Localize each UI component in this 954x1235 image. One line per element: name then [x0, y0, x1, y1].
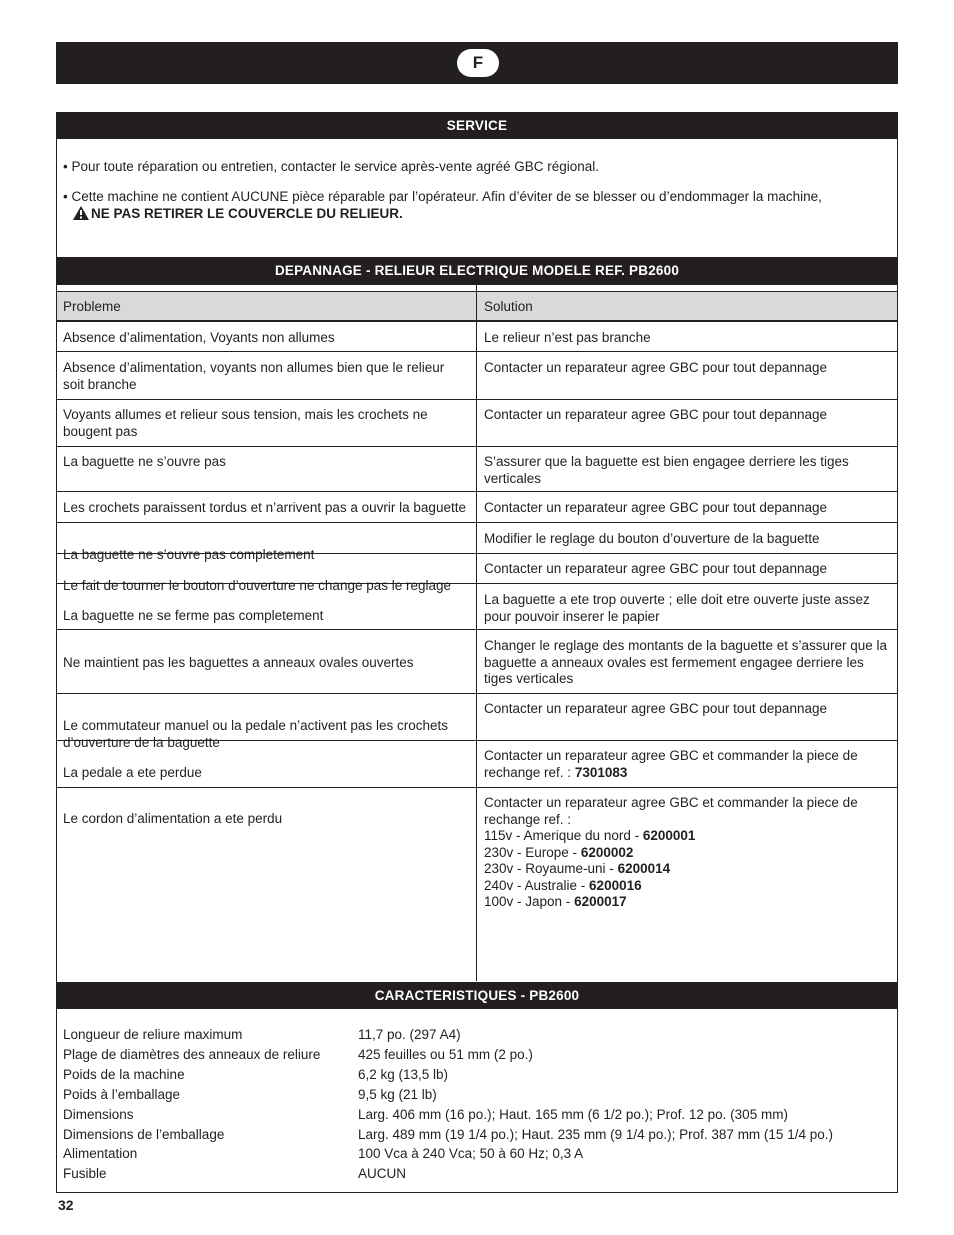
table-row-divider: [57, 522, 897, 523]
service-bullet-2: • Cette machine ne contient AUCUNE pièce réparable par l’opérateur. Afin d’éviter de se blesser ou d’endommager la machine,: [63, 189, 822, 204]
cord-label: 230v - Royaume-uni -: [484, 861, 618, 876]
problem-cell: La pedale a ete perdue: [63, 765, 202, 780]
solution-cell: Changer le reglage des montants de la baguette et s’assurer que la baguette a anneaux ovales est fermement engagee derriere les tiges verticales: [484, 638, 888, 686]
problem-cell: La baguette ne s’ouvre pas: [63, 454, 226, 469]
table-row-divider: [57, 693, 897, 694]
spec-value: Larg. 489 mm (19 1/4 po.); Haut. 235 mm (9 1/4 po.); Prof. 387 mm (15 1/4 po.): [358, 1127, 833, 1142]
problem-cell: La baguette ne s’ouvre pas completement: [63, 547, 315, 562]
solution-cell: Contacter un reparateur agree GBC pour tout depannage: [484, 407, 827, 422]
cord-label: 240v - Australie -: [484, 877, 590, 893]
spec-value: Larg. 406 mm (16 po.); Haut. 165 mm (6 1/2 po.); Prof. 12 po. (305 mm): [358, 1107, 788, 1122]
table-row-divider: [57, 399, 897, 400]
spec-label: Dimensions de l’emballage: [63, 1127, 225, 1142]
part-number: 6200014: [617, 861, 671, 876]
cord-line: [484, 845, 890, 862]
specifications-header: CARACTERISTIQUES - PB2600: [57, 982, 897, 1009]
spec-label: Longueur de reliure maximum: [63, 1027, 243, 1042]
solution-cell: Contacter un reparateur agree GBC pour tout depannage: [484, 701, 827, 716]
spec-value: 425 feuilles ou 51 mm (2 po.): [358, 1047, 533, 1062]
column-problem-label: Probleme: [63, 299, 121, 314]
cord-label: 115v - Amerique du nord -: [484, 828, 643, 843]
part-number: 6200001: [642, 828, 696, 843]
spec-value: AUCUN: [358, 1166, 407, 1181]
solution-text: Contacter un reparateur agree GBC et commander la piece de rechange ref. :: [484, 748, 858, 780]
problem-cell: Ne maintient pas les baguettes a anneaux ovales ouvertes: [63, 655, 414, 670]
problem-cell: Le commutateur manuel ou la pedale n’activent pas les crochets d’ouverture de la baguette: [63, 718, 448, 750]
warning-text: NE PAS RETIRER LE COUVERCLE DU RELIEUR.: [91, 206, 403, 221]
solution-cell: Contacter un reparateur agree GBC pour tout depannage: [484, 500, 827, 515]
service-bullet-1: • Pour toute réparation ou entretien, contacter le service après-vente agréé GBC régional.: [63, 159, 600, 174]
solution-cell: Le relieur n’est pas branche: [484, 330, 651, 345]
cord-line: [484, 861, 890, 878]
warning-icon: [73, 206, 89, 220]
spec-label: Alimentation: [63, 1146, 138, 1161]
spec-label: Poids de la machine: [63, 1067, 185, 1082]
solution-cell: [484, 795, 890, 911]
table-row-divider: [57, 351, 897, 352]
spec-label: Plage de diamètres des anneaux de reliure: [63, 1047, 321, 1062]
language-badge: F: [457, 49, 499, 77]
cord-label: 100v - Japon -: [484, 894, 575, 909]
service-header: SERVICE: [57, 112, 897, 139]
solution-cell: La baguette a ete trop ouverte ; elle doit etre ouverte juste assez pour pouvoir inserer le papier: [484, 592, 870, 624]
spec-label: Fusible: [63, 1166, 107, 1181]
divider: [57, 320, 897, 322]
problem-cell: Absence d’alimentation, voyants non allumes bien que le relieur soit branche: [63, 360, 445, 392]
spec-value: 100 Vca à 240 Vca; 50 à 60 Hz; 0,3 A: [358, 1146, 584, 1161]
problem-cell: Le cordon d’alimentation a ete perdu: [63, 811, 283, 826]
page-number: 32: [58, 1197, 74, 1213]
part-number: 6200017: [574, 894, 627, 909]
problem-cell: Voyants allumes et relieur sous tension, mais les crochets ne bougent pas: [63, 407, 428, 439]
spec-value: 11,7 po. (297 A4): [358, 1027, 461, 1042]
table-row-divider: [57, 446, 897, 447]
solution-cell: Contacter un reparateur agree GBC pour tout depannage: [484, 561, 827, 576]
spec-label: Poids à l’emballage: [63, 1087, 181, 1102]
part-number: 6200002: [580, 844, 634, 860]
table-row-divider: [57, 787, 897, 788]
solution-text: Contacter un reparateur agree GBC et commander la piece de rechange ref. :: [484, 795, 858, 827]
spec-value: 6,2 kg (13,5 lb): [358, 1067, 449, 1082]
cord-line: [484, 894, 890, 911]
solution-cell: Modifier le reglage du bouton d’ouverture de la baguette: [484, 531, 820, 546]
problem-cell: Absence d’alimentation, Voyants non allumes: [63, 330, 335, 345]
problem-cell: Le fait de tourner le bouton d’ouverture ne change pas le reglage: [63, 578, 452, 593]
divider: [57, 284, 897, 285]
solution-cell: Contacter un reparateur agree GBC pour tout depannage: [484, 360, 827, 375]
cord-line: [484, 828, 890, 845]
cord-line: [484, 878, 890, 895]
problem-cell: Les crochets paraissent tordus et n’arrivent pas a ouvrir la baguette: [63, 500, 466, 515]
table-row-divider: [57, 629, 897, 630]
solution-cell: [484, 748, 890, 781]
part-number: 6200016: [589, 877, 642, 893]
table-column-divider: [476, 284, 477, 981]
service-warning: [73, 206, 773, 223]
solution-cell: S’assurer que la baguette est bien engagee derriere les tiges verticales: [484, 454, 849, 486]
column-solution-label: Solution: [484, 299, 533, 314]
spec-value: 9,5 kg (21 lb): [358, 1087, 437, 1102]
spec-label: Dimensions: [63, 1107, 134, 1122]
cord-label: 230v - Europe -: [484, 844, 581, 860]
table-row-divider: [57, 491, 897, 492]
problem-cell: La baguette ne se ferme pas completement: [63, 608, 324, 623]
part-number: 7301083: [574, 764, 628, 780]
troubleshooting-header: DEPANNAGE - RELIEUR ELECTRIQUE MODELE REF. PB2600: [57, 257, 897, 284]
